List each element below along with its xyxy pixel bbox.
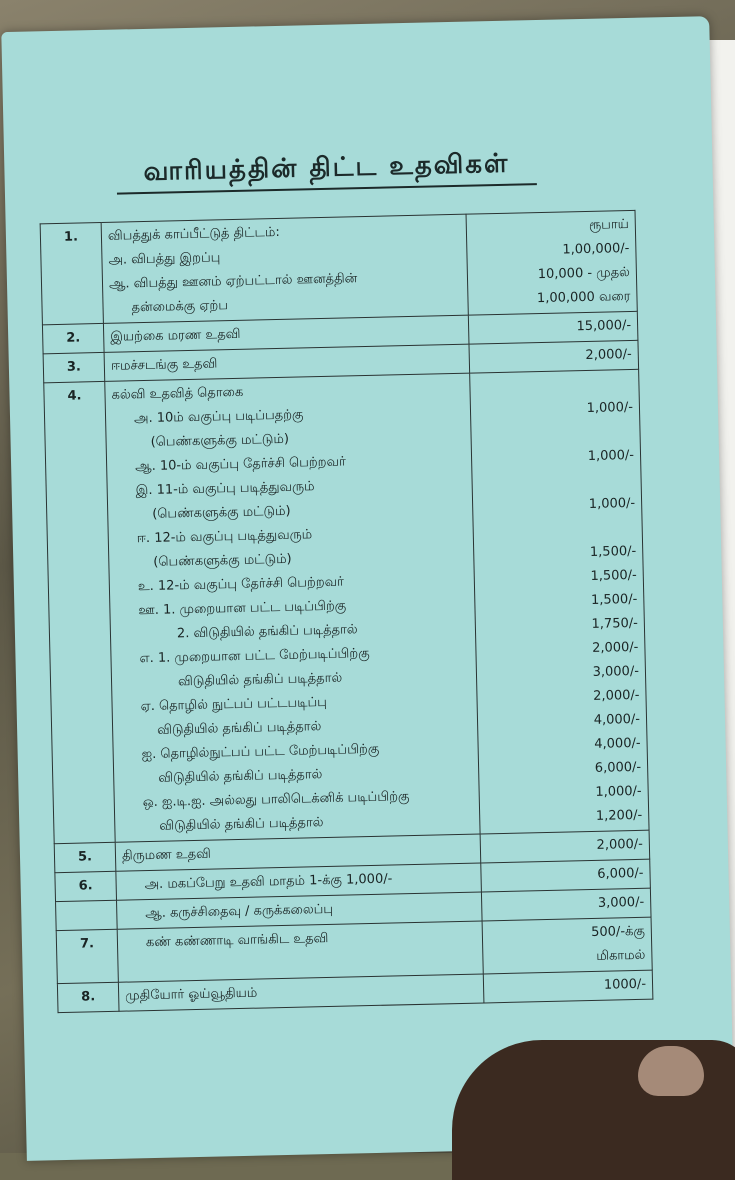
table-row (44, 369, 649, 843)
amount-line: 2,000/- (596, 836, 644, 853)
amount-line: 500/-க்கு (591, 923, 646, 941)
desc-line: விடுதியில் தங்கிப் படித்தால் (159, 815, 324, 834)
amount-line: 1,750/- (591, 615, 639, 632)
amount-line: 2,000/- (593, 687, 640, 704)
desc-line: இயற்கை மரண உதவி (110, 326, 241, 345)
amount-line: 1,00,000 வரை (536, 288, 631, 307)
amount-line: 1,000/- (586, 399, 634, 416)
row-amount (469, 340, 639, 373)
amount-line: 3,000/- (592, 663, 640, 680)
row-amount (483, 970, 653, 1003)
row-number: 8. (57, 982, 119, 1012)
desc-line: விடுதியில் தங்கிப் படித்தால் (177, 670, 343, 690)
row-number: 2. (42, 323, 104, 353)
amount-line: 1,200/- (595, 807, 643, 824)
desc-line: ஏ. தொழில் நுட்பப் பட்டபடிப்பு (140, 694, 328, 715)
amount-line: 1,000/- (595, 783, 642, 800)
amount-line: 1000/- (603, 976, 647, 993)
aid-table (40, 210, 654, 1013)
desc-line: திருமண உதவி (121, 846, 212, 864)
row-number: 5. (54, 842, 116, 872)
amount-line: 1,500/- (590, 591, 638, 608)
amount-line (479, 516, 636, 544)
desc-line: ஈமச்சடங்கு உதவி (110, 356, 218, 374)
desc-line: உ. 12-ம் வகுப்பு தேர்ச்சி பெற்றவர் (137, 574, 345, 595)
amount-line: 1,500/- (589, 543, 637, 560)
row-number (56, 900, 118, 930)
amount-line: மிகாமல் (596, 947, 646, 964)
desc-line: எ. 1. முறையான பட்ட மேற்படிப்பிற்கு (139, 645, 370, 667)
amount-line: 3,000/- (597, 894, 645, 911)
row-amount (470, 369, 649, 834)
row-amount (468, 311, 638, 344)
row-amount (466, 210, 637, 315)
amount-line: 15,000/- (576, 317, 632, 335)
desc-line: அ. மகப்பேறு உதவி மாதம் 1-க்கு 1,000/- (144, 871, 393, 893)
desc-line: முதியோர் ஓய்வூதியம் (125, 985, 258, 1004)
row-amount (482, 917, 652, 974)
desc-line: விபத்துக் காப்பீட்டுத் திட்டம்: (107, 224, 280, 244)
desc-line: (பெண்களுக்கு மட்டும்) (152, 503, 291, 522)
row-description (105, 373, 480, 842)
desc-line: ஐ. தொழில்நுட்பப் பட்ட மேற்படிப்பிற்கு (141, 741, 380, 763)
printed-sheet (1, 16, 734, 1161)
amount-line: 1,500/- (590, 567, 637, 584)
desc-line: ஒ. ஐ.டி.ஐ. அல்லது பாலிடெக்னிக் படிப்பிற்கு (142, 789, 410, 811)
thumb-nail (638, 1046, 704, 1096)
amount-line: 6,000/- (594, 759, 642, 776)
amount-line (477, 420, 634, 448)
amount-line: 1,000/- (588, 495, 636, 512)
row-description (117, 921, 483, 982)
desc-line: ஊ. 1. முறையான பட்ட படிப்பிற்கு (138, 598, 347, 619)
desc-line: விடுதியில் தங்கிப் படித்தால் (158, 767, 323, 786)
desc-line: ஈ. 12-ம் வகுப்பு படித்துவரும் (136, 527, 313, 547)
amount-line: 10,000 - முதல் (537, 264, 631, 283)
desc-line: ஆ. 10-ம் வகுப்பு தேர்ச்சி பெற்றவர் (135, 454, 346, 475)
row-number: 1. (40, 222, 103, 324)
amount-line: 4,000/- (594, 735, 641, 752)
desc-line: இ. 11-ம் வகுப்பு படித்துவரும் (135, 479, 315, 499)
table-row (40, 210, 637, 324)
row-number: 6. (55, 871, 117, 901)
row-amount (481, 859, 651, 892)
row-number: 4. (44, 381, 115, 843)
amount-line: 4,000/- (593, 711, 641, 728)
desc-line: அ. விபத்து இறப்பு (108, 250, 221, 268)
row-amount (480, 830, 650, 863)
desc-line: (பெண்களுக்கு மட்டும்) (150, 431, 290, 450)
amount-line: ரூபாய் (588, 216, 629, 233)
desc-line: கல்வி உதவித் தொகை (111, 384, 244, 403)
desc-line: ஆ. விபத்து ஊனம் ஏற்பட்டால் ஊனத்தின் (108, 271, 358, 292)
amount-line: 2,000/- (585, 346, 632, 364)
amount-line: 2,000/- (591, 639, 639, 656)
desc-line: விடுதியில் தங்கிப் படித்தால் (156, 719, 322, 738)
row-amount (481, 888, 651, 921)
amount-line: 1,00,000/- (562, 240, 630, 258)
row-description (101, 214, 468, 323)
amount-line: 1,000/- (587, 447, 635, 464)
row-number: 3. (43, 352, 105, 382)
row-number: 7. (56, 929, 118, 983)
desc-line: ஆ. கருச்சிதைவு / கருக்கலைப்பு (145, 901, 334, 922)
desc-line: (பெண்களுக்கு மட்டும்) (153, 551, 292, 570)
amount-line (478, 468, 635, 496)
amount-line: 6,000/- (597, 865, 644, 882)
desc-line: தன்மைக்கு ஏற்ப (131, 298, 229, 316)
amount-line (476, 372, 633, 400)
desc-line: அ. 10ம் வகுப்பு படிப்பதற்கு (133, 407, 304, 427)
desc-line: கண் கண்ணாடி வாங்கிட உதவி (145, 930, 329, 951)
page-title: வாரியத்தின் திட்ட உதவிகள் (116, 148, 537, 195)
desc-line: 2. விடுதியில் தங்கிப் படித்தால் (176, 622, 358, 642)
